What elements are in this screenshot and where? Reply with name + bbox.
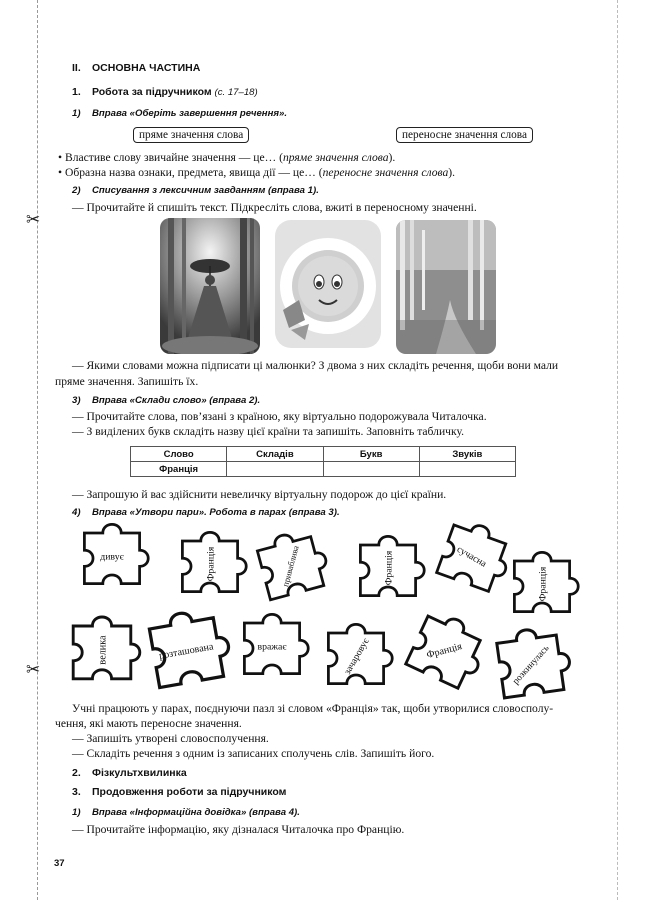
bullet-2: • Образна назва ознаки, предмета, явища дії — це… (переносне значення слова). [58,166,456,179]
margin-line [617,0,618,900]
puzzle-word: велика [97,635,109,665]
puzzle-word: Франція [205,546,217,582]
option-direct-meaning: пряме значення слова [133,127,249,143]
question-line-2: пряме значення. Запишіть їх. [55,375,199,388]
puzzle-word: зачаровує [342,636,372,677]
table-cell [227,462,323,477]
puzzle-word: сучасна [454,544,489,570]
exercise-2-heading: 2) Списування з лексичним завданням (вправа 1). [72,185,319,196]
puzzle-word: приваблива [280,544,301,588]
exercise-1-heading: 1) Вправа «Оберіть завершення речення». [72,108,288,119]
puzzle-area [60,518,600,703]
pairs-text-line-1: Учні працюють у парах, поєднуючи пазл зі словом «Франція» так, щоби утворилися словосполу- [72,702,554,715]
table-header: Букв [323,447,419,462]
exercise-3-line-1: — Прочитайте слова, пов’язані з країною, яку віртуально подорожувала Читалочка. [72,410,487,423]
puzzle-word: дивує [100,551,124,563]
section-heading: II. ОСНОВНА ЧАСТИНА [72,62,201,74]
puzzle-piece[interactable] [255,526,332,600]
pairs-text-line-2: чення, які мають переносне значення. [55,717,242,730]
final-instruction: — Прочитайте інформацію, яку дізналася Читалочка про Францію. [72,823,405,836]
page-number: 37 [54,858,65,869]
exercise-4-heading: 4) Вправа «Утвори пари». Робота в парах (вправа 3). [72,507,340,518]
puzzle-word: розташована [158,641,215,662]
puzzle-piece[interactable] [496,624,574,697]
puzzle-piece[interactable] [84,524,148,583]
scissors-icon: ✂ [26,660,41,679]
table-header: Слово [131,447,227,462]
bullet-1: • Властиве слову звичайне значення — це… (пряме значення слова). [58,151,396,164]
subsection-1-heading: 1. Робота за підручником (с. 17–18) [72,86,258,98]
puzzle-word: Франція [537,566,549,602]
puzzle-piece[interactable] [148,606,234,687]
puzzle-piece[interactable] [406,608,492,692]
pairs-task-1: — Запишіть утворені словосполучення. [72,732,269,745]
section-3-heading: 3. Продовження роботи за підручником [72,786,287,798]
puzzle-piece[interactable] [437,518,517,594]
table-header: Складів [227,447,323,462]
exercise-3-heading: 3) Вправа «Склади слово» (вправа 2). [72,395,261,406]
puzzle-piece[interactable] [182,532,246,591]
exercise-3-line-2: — З виділених букв складіть назву цієї країни та запишіть. Заповніть табличку. [72,425,464,438]
option-figurative-meaning: переносне значення слова [396,127,533,143]
cut-line [37,0,38,900]
section-2-heading: 2. Фізкультхвилинка [72,767,187,779]
puzzle-word: Франція [383,550,395,586]
puzzle-piece[interactable] [514,552,578,611]
exercise-2-instruction: — Прочитайте й спишіть текст. Підкресліть слова, вжиті в переносному значенні. [72,201,477,214]
forest-path-photo [396,220,496,354]
table-row [131,462,516,477]
word-table [130,446,516,477]
puzzle-piece[interactable] [73,617,140,679]
puzzle-piece[interactable] [328,624,392,683]
sun-face-illustration [275,220,381,348]
puzzle-word: Франція [425,641,464,662]
scissors-icon: ✂ [26,210,41,229]
table-cell [419,462,515,477]
question-line-1: — Якими словами можна підписати ці малюнки? З двома з них складіть речення, щоби вони мали [72,359,559,372]
puzzle-word: розкинулась [511,643,552,687]
table-header: Звуків [419,447,515,462]
puzzle-word: вражає [257,641,287,653]
invite-line: — Запрошую й вас здійснити невеличку віртуальну подорож до цієї країни. [72,488,447,501]
exercise-5-heading: 1) Вправа «Інформаційна довідка» (вправа 4). [72,807,300,818]
table-cell [323,462,419,477]
puzzle-piece[interactable] [360,536,424,595]
table-cell: Франція [131,462,227,477]
puzzle-piece[interactable] [244,614,308,673]
pairs-task-2: — Складіть речення з одним із записаних сполучень слів. Запишіть його. [72,747,435,760]
autumn-girl-photo [160,218,260,354]
